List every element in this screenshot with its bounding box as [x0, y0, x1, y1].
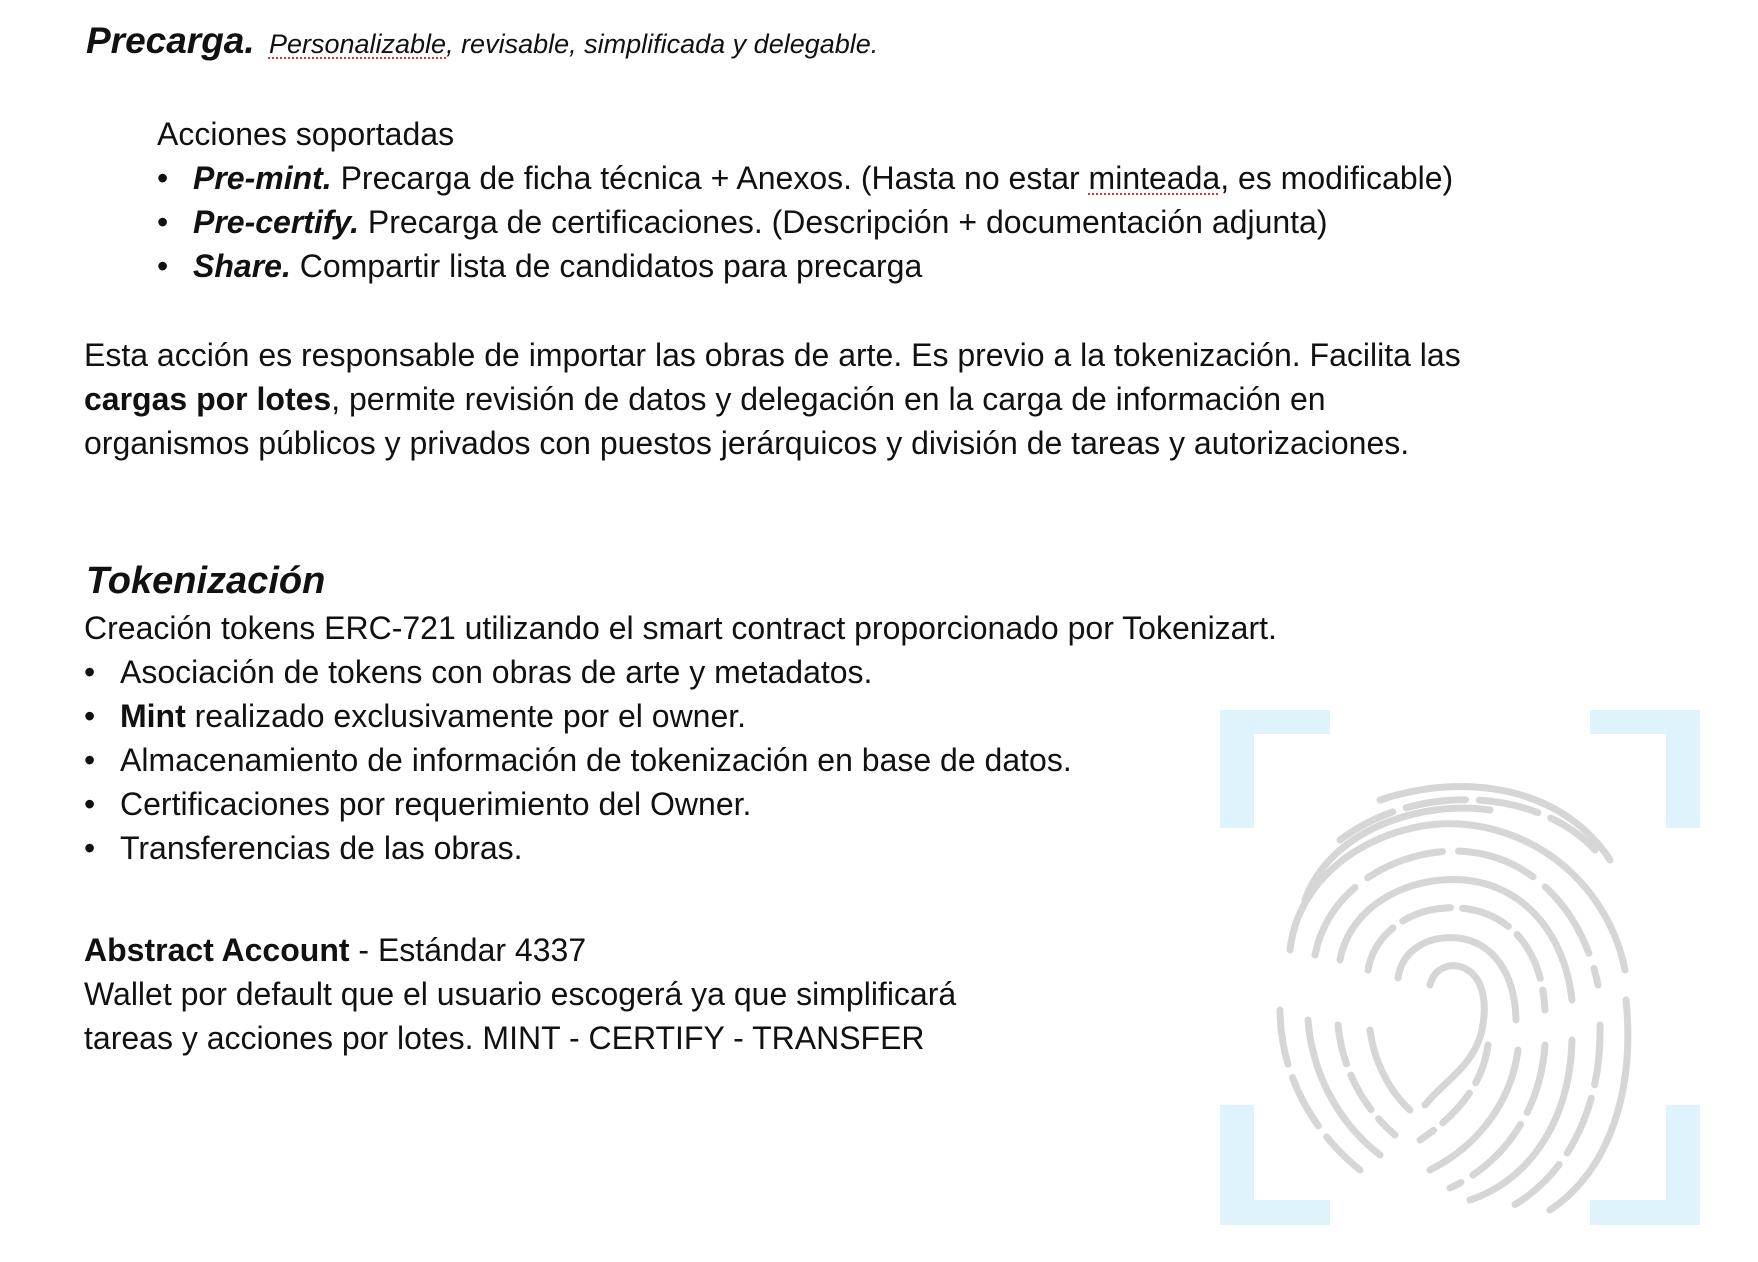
- bullet: •: [84, 654, 96, 690]
- precarga-title: [86, 20, 878, 62]
- tokenizacion-heading: Tokenización: [86, 560, 326, 602]
- list-item: • Almacenamiento de información de tokenización en base de datos.: [84, 738, 1072, 782]
- tokenizacion-intro: Creación tokens ERC-721 utilizando el smart contract proporcionado por Tokenizart.: [84, 610, 1277, 646]
- bullet: •: [157, 204, 169, 240]
- fingerprint-scan-icon: [1220, 710, 1700, 1225]
- acciones-list: [157, 156, 1453, 288]
- list-item: • Share. Compartir lista de candidatos para precarga: [157, 244, 1453, 288]
- list-item: • Mint realizado exclusivamente por el owner.: [84, 694, 1072, 738]
- bullet: •: [84, 786, 96, 822]
- abstract-account-heading: Abstract Account - Estándar 4337: [84, 932, 587, 968]
- tokenizacion-list: [84, 650, 1072, 870]
- bullet: •: [84, 742, 96, 778]
- list-item: • Transferencias de las obras.: [84, 826, 1072, 870]
- spellcheck-word: minteada: [1088, 160, 1221, 196]
- bullet: •: [157, 160, 169, 196]
- list-item: • Asociación de tokens con obras de arte y metadatos.: [84, 650, 1072, 694]
- paragraph-line: organismos públicos y privados con puestos jerárquicos y división de tareas y autorizaciones.: [84, 425, 1410, 461]
- acciones-label: Acciones soportadas: [157, 116, 455, 152]
- list-item-term: Pre-certify.: [193, 204, 359, 240]
- precarga-heading: Precarga.: [86, 20, 255, 61]
- bullet: •: [84, 830, 96, 866]
- description-paragraph: [84, 333, 1461, 465]
- list-item: • Pre-certify. Precarga de certificaciones. (Descripción + documentación adjunta): [157, 200, 1453, 244]
- bullet: •: [84, 698, 96, 734]
- spellcheck-word: Personalizable: [268, 29, 447, 59]
- list-item-term: Pre-mint.: [193, 160, 332, 196]
- list-item-term: Mint: [120, 698, 186, 734]
- fingerprint-lines: [1280, 787, 1628, 1211]
- paragraph-line: cargas por lotes, permite revisión de datos y delegación en la carga de información en: [84, 381, 1326, 417]
- list-item-term: Share.: [193, 248, 291, 284]
- abstract-account-line: tareas y acciones por lotes. MINT - CERTIFY - TRANSFER: [84, 1020, 925, 1056]
- bullet: •: [157, 248, 169, 284]
- precarga-subtitle: Personalizable, revisable, simplificada y delegable.: [268, 29, 879, 59]
- list-item: • Pre-mint. Precarga de ficha técnica + Anexos. (Hasta no estar minteada, es modificable): [157, 156, 1453, 200]
- list-item: • Certificaciones por requerimiento del Owner.: [84, 782, 1072, 826]
- abstract-account-line: Wallet por default que el usuario escogerá ya que simplificará: [84, 976, 957, 1012]
- paragraph-line: Esta acción es responsable de importar las obras de arte. Es previo a la tokenización. Facilita las: [84, 337, 1461, 373]
- abstract-account-section: [84, 928, 956, 1060]
